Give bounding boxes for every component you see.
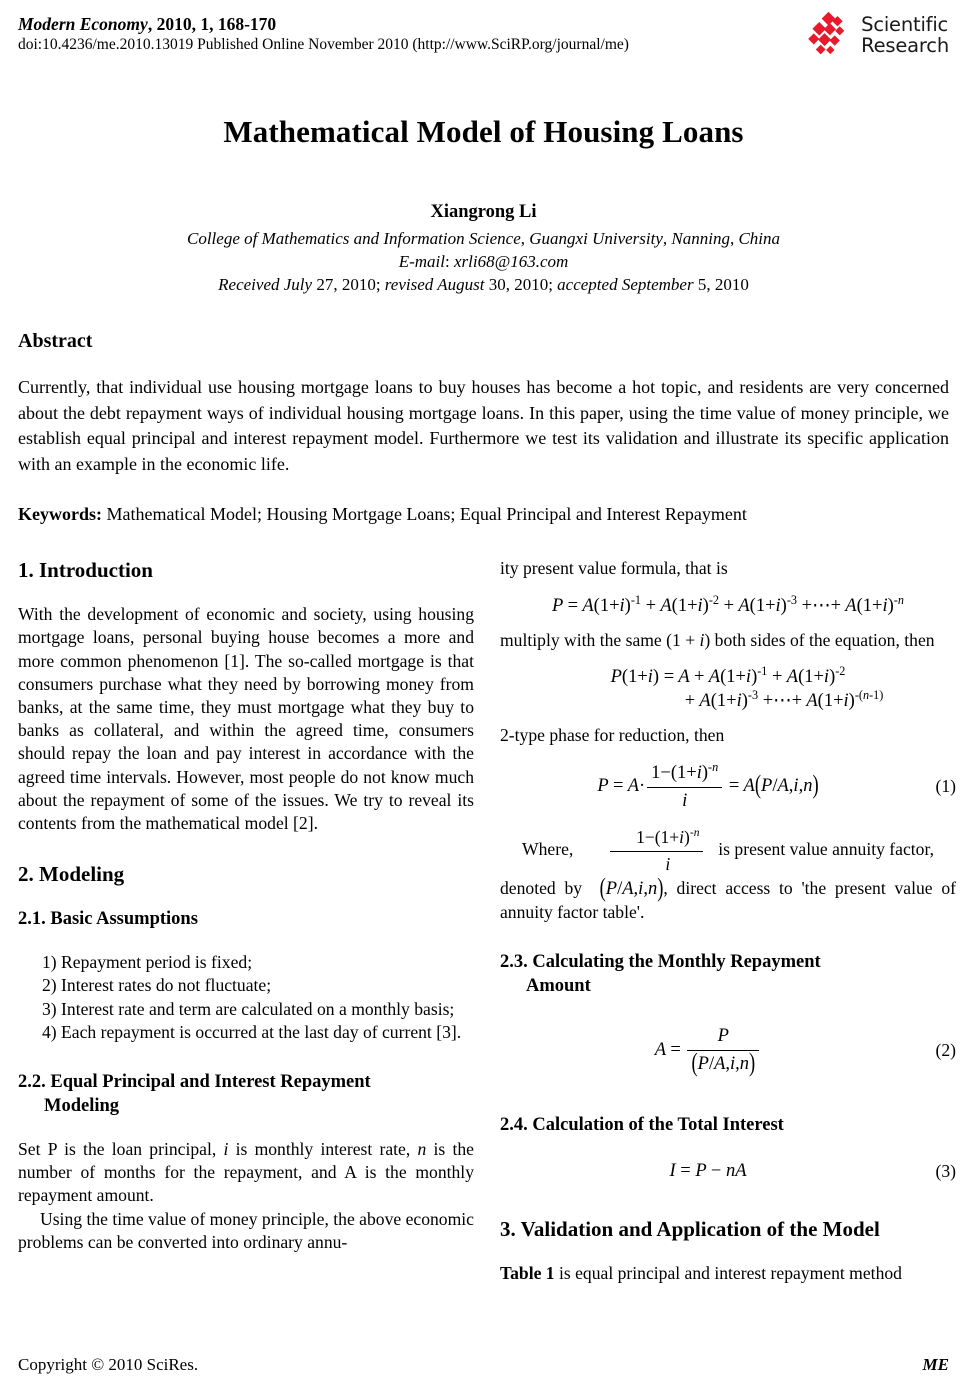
received-label: Received July [218,275,313,295]
logo-wordmark [861,14,949,57]
section-heading-2-3-monthly-repayment-amount [500,950,956,998]
subsection-2-3-line-1: 2.3. Calculating the Monthly Repayment [500,952,821,973]
section-heading-2-modeling: 2. Modeling [18,862,125,887]
journal-title: Modern Economy [18,14,148,34]
annuity-factor-fraction: $\frac{1-(1+i)^{-n}}{i}$ [586,826,705,876]
affiliation-sep-1: , [520,229,530,249]
affiliation-city: Nanning [671,229,730,249]
keywords-line [18,502,949,527]
received-date: 27, 2010; [312,275,385,295]
subsection-2-2-line-2: Modeling [44,1096,120,1117]
abstract-body: Currently, that individual use housing mortgage loans to buy houses has become a hot topic, and residents are very concerned about the debt repayment ways of individual housing mortgage loans. In this paper, using the time value of money principle, we establish equal principal and interest repayment model. Furthermore we test its validation and illustrate its specific application with an example in the economic life. [18,377,949,474]
denoted-post-text: , direct access to 'the present value of annuity factor table'. [500,877,957,922]
denoted-by-paragraph [500,873,957,924]
reduction-paragraph: 2-type phase for reduction, then [500,725,725,746]
assumption-item-4: 4) Each repayment is occurred at the last day of current [3]. [42,1021,462,1042]
email-label: E-mail [398,252,445,272]
equation-1-number: (1) [935,776,956,797]
table-reference-text: is equal principal and interest repayment method [554,1262,902,1283]
assumption-item-3: 3) Interest rate and term are calculated on a monthly basis; [42,998,455,1019]
section-heading-2-1-basic-assumptions: 2.1. Basic Assumptions [18,909,198,930]
assumption-item-1: 1) Repayment period is fixed; [42,952,253,973]
email-address[interactable]: xrli68@163.com [453,252,569,272]
subsection-2-3-line-2: Amount [526,976,591,997]
assumption-item-2: 2) Interest rates do not fluctuate; [42,975,272,996]
doi-line: doi:10.4236/me.2010.13019 Published Online November 2010 (http://www.SciRP.org/journal/me) [18,36,629,53]
equation-present-value-series-math: $P = A(1+i)^{-1} + A(1+i)^{-2} + A(1+i)^{-3}$ +⋯+ $A(1+i)^{-n}$ [552,592,904,616]
equation-1-math: P = A· $\frac{1-(1+i)^{-n}}{i}$ = A(P/A,i,n) [597,760,819,812]
table-reference-paragraph [500,1262,956,1285]
equation-present-value-series [500,592,956,616]
revised-label: revised August [384,275,485,295]
equation-2-math: A = $\frac{P}{(P/A,i,n)}$ [655,1040,761,1060]
copyright-notice: Copyright © 2010 SciRes. [18,1355,199,1374]
equation-2 [500,1024,956,1077]
scientific-research-logo [808,12,949,58]
annuity-continuation-paragraph: ity present value formula, that is [500,558,728,579]
table-1-reference[interactable]: Table 1 [500,1262,555,1283]
running-head [18,14,949,66]
equation-1 [500,759,956,814]
definitions-text-pre: Set P is the loan principal, [18,1139,224,1160]
affiliation-sep-3: , [729,229,739,249]
section-heading-2-2-equal-principal-interest-modeling [18,1070,474,1118]
multiply-text-post: ) both sides of the equation, then [704,629,935,650]
body-columns [18,557,957,1285]
page-footer [18,1355,949,1375]
affiliation [18,227,949,250]
symbol-n: n [417,1139,427,1160]
where-annuity-factor-paragraph [500,826,956,876]
revised-date: 30, 2010; [484,275,558,295]
accepted-date: 5, 2010 [693,275,749,295]
annuity-factor-symbol: (P/A,i,n) [599,873,664,903]
symbol-i-inline: i [699,629,705,650]
email-separator: : [444,252,454,272]
affiliation-college: College of Mathematics and Information Science [186,229,521,249]
denoted-pre-text: denoted by [500,877,583,898]
definitions-text-mid: is monthly interest rate, [228,1139,418,1160]
affiliation-university: Guangxi University [529,229,663,249]
accepted-label: accepted September [557,275,694,295]
logo-text-line-2: Research [861,34,949,57]
section-heading-1-introduction: 1. Introduction [18,558,153,583]
multiply-both-sides-paragraph [500,629,956,652]
subsection-2-2-line-1: 2.2. Equal Principal and Interest Repayment [18,1072,371,1093]
journal-issue-info: , 2010, 1, 168-170 [147,14,277,34]
equation-3-math: I = P − nA [669,1160,747,1181]
introduction-paragraph: With the development of economic and society, using housing mortgage loans, personal buying house becomes a more and more common phenomenon [1]. The so-called mortgage is that consumers purchase what they need by borrowing money from banks, at the same time, they must mortgage what they buy to banks as collateral, and within the agreed time, consumers should repay the loan and pay interest in accordance with the agreed time intervals. However, most people do not know much about the repayment of some of the issues. We try to reveal its contents from the mathematical model [2]. [18,604,474,834]
left-column [18,557,474,1285]
equation-3 [500,1161,956,1182]
equation-2-number: (2) [935,1039,956,1060]
logo-text-line-1: Scientific [861,12,949,36]
author-name: Xiangrong Li [430,202,537,223]
time-value-paragraph: Using the time value of money principle, the above economic problems can be converted into ordinary annu- [18,1208,474,1252]
equation-3-number: (3) [935,1160,956,1181]
author-email [18,250,949,273]
equation-multiplied-series-line-2: + $A(1+i)^{-3}$ +⋯+ $A(1+i)^{-(n-1)}$ [684,687,884,712]
diamond-cluster-icon [808,12,854,58]
page-title: Mathematical Model of Housing Loans [223,114,744,149]
right-column [500,557,956,1285]
keywords-value: Mathematical Model; Housing Mortgage Loans; Equal Principal and Interest Repayment [102,504,747,525]
section-heading-3-validation-application: 3. Validation and Application of the Model [500,1216,880,1241]
journal-abbreviation: ME [922,1355,949,1374]
equation-multiplied-series-line-1: $P(1+i) = A + A(1+i)^{-1} + A(1+i)^{-2}$ [610,663,846,687]
where-label: Where, [522,839,574,860]
where-tail-text: is present value annuity factor, [718,839,935,860]
keywords-label: Keywords: [18,504,102,525]
section-heading-2-4-total-interest: 2.4. Calculation of the Total Interest [500,1114,784,1135]
multiply-text-pre: multiply with the same (1 + [500,629,700,650]
publication-dates [18,273,949,296]
equation-multiplied-series [500,664,956,712]
modeling-definitions-paragraph [18,1138,474,1208]
definitions-text-post: is the number of months for the repayment, and A is the monthly repayment amount. [18,1139,474,1206]
abstract-heading: Abstract [18,330,93,353]
affiliation-sep-2: , [662,229,672,249]
symbol-i: i [223,1139,229,1160]
affiliation-country: China [738,229,781,249]
